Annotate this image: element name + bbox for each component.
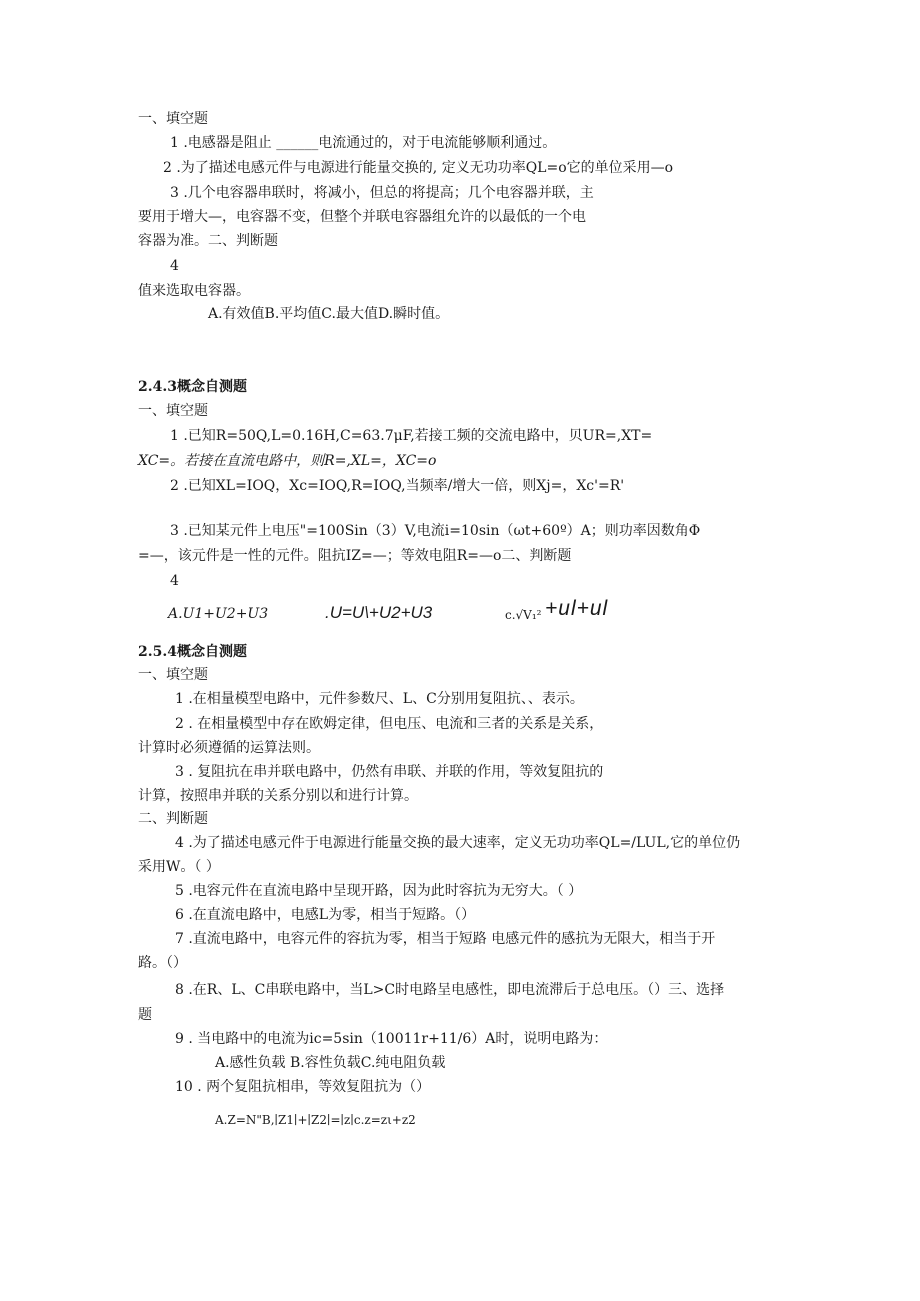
s3-question-4-line1: 4 .为了描述电感元件于电源进行能量交换的最大速率，定义无功功率QL=/LUL,它的单位仍 xyxy=(175,835,741,851)
section2-title: 2.4.3概念自测题 xyxy=(138,379,247,395)
s1-question-3-line2: 要用于增大—，电容器不变，但整个并联电容器组允许的以最低的一个电 xyxy=(138,209,586,225)
s1-question-3-line3: 容器为准。二、判断题 xyxy=(138,233,278,249)
s2-question-4-number: 4 xyxy=(170,573,179,589)
s3-question-4-line2: 采用W。（ ） xyxy=(138,859,220,875)
s1-question-2: 2 .为了描述电感元件与电源进行能量交换的, 定义无功功率QL=o它的单位采用—o xyxy=(163,160,674,176)
s3-question-2-line1: 2 . 在相量模型中存在欧姆定律，但电压、电流和三者的关系是关系， xyxy=(175,716,604,732)
s3-question-2-line2: 计算时必须遵循的运算法则。 xyxy=(138,740,320,756)
s2-option-c-main: +ul+ul xyxy=(545,597,609,620)
section1-heading: 一、填空题 xyxy=(138,111,208,127)
s3-question-3-line1: 3 . 复阻抗在串并联电路中，仍然有串联、并联的作用，等效复阻抗的 xyxy=(175,764,604,780)
s1-question-1: 1 .电感器是阻止 ______电流通过的，对于电流能够顺利通过。 xyxy=(170,135,557,151)
s3-question-1: 1 .在相量模型电路中，元件参数尺、L、C分别用复阻抗、、表示。 xyxy=(175,691,584,707)
s3-question-7-line2: 路。（） xyxy=(138,955,187,971)
s1-question-4-text: 值来选取电容器。 xyxy=(138,283,250,299)
s2-question-1-line2: XC=。若接在直流电路中，则R=,XL=，XC=o xyxy=(138,453,437,469)
s2-option-a: A.U1+U2+U3 xyxy=(168,606,269,622)
s3-question-3-line2: 计算，按照串并联的关系分别以和进行计算。 xyxy=(138,788,418,804)
s3-question-6: 6 .在直流电路中，电感L为零，相当于短路。（） xyxy=(175,907,476,923)
s1-question-3-line1: 3 .几个电容器串联时，将减小，但总的将提高；几个电容器并联，主 xyxy=(170,185,594,201)
s3-question-9: 9 . 当电路中的电流为ic=5sin（10011r+11∕6）A时，说明电路为： xyxy=(175,1031,608,1047)
s2-question-2: 2 .已知XL=IOQ，Xc=IOQ,R=IOQ,当频率/增大一倍，则Xj=，Xc'=R' xyxy=(170,478,625,494)
s2-question-3-line2: =—，该元件是一性的元件。阻抗IZ=—；等效电阻R=—o二、判断题 xyxy=(138,548,572,564)
s3-question-10-options: A.Z=N"B,∣Z1∣+∣Z2∣=∣z∣c.z=zι+z2 xyxy=(215,1113,416,1127)
s2-question-1-line1: 1 .已知R=50Q,L=0.16H,C=63.7μF,若接工频的交流电路中，贝UR=,XT= xyxy=(170,428,653,444)
s3-question-8-line1: 8 .在R、L、C串联电路中，当L>C时电路呈电感性，即电流滞后于总电压。（）三、选择 xyxy=(175,982,725,998)
s3-question-5: 5 .电容元件在直流电路中呈现开路，因为此时容抗为无穷大。（ ） xyxy=(175,883,583,899)
s3-question-8-line2: 题 xyxy=(138,1007,152,1023)
section3-heading-judge: 二、判断题 xyxy=(138,811,208,827)
s1-question-4-number: 4 xyxy=(170,258,179,274)
s1-question-4-options: A.有效值B.平均值C.最大值D.瞬时值。 xyxy=(208,306,450,322)
s2-option-c-prefix: c.√V₁² xyxy=(505,608,542,622)
s3-question-10: 10 . 两个复阻抗相串，等效复阻抗为（） xyxy=(175,1079,431,1095)
section3-title: 2.5.4概念自测题 xyxy=(138,644,247,660)
s2-option-b: .U=U\+U2+U3 xyxy=(325,603,433,622)
s3-question-9-options: A.感性负载 B.容性负载C.纯电阻负载 xyxy=(215,1055,446,1071)
s3-question-7-line1: 7 .直流电路中，电容元件的容抗为零，相当于短路 电感元件的感抗为无限大，相当于开 xyxy=(175,931,716,947)
section3-heading-fill: 一、填空题 xyxy=(138,667,208,683)
section2-heading: 一、填空题 xyxy=(138,403,208,419)
s2-question-3-line1: 3 .已知某元件上电压"=100Sin（3）V,电流i=10sin（ωt+60º）A；则功率因数角Φ xyxy=(170,523,701,539)
